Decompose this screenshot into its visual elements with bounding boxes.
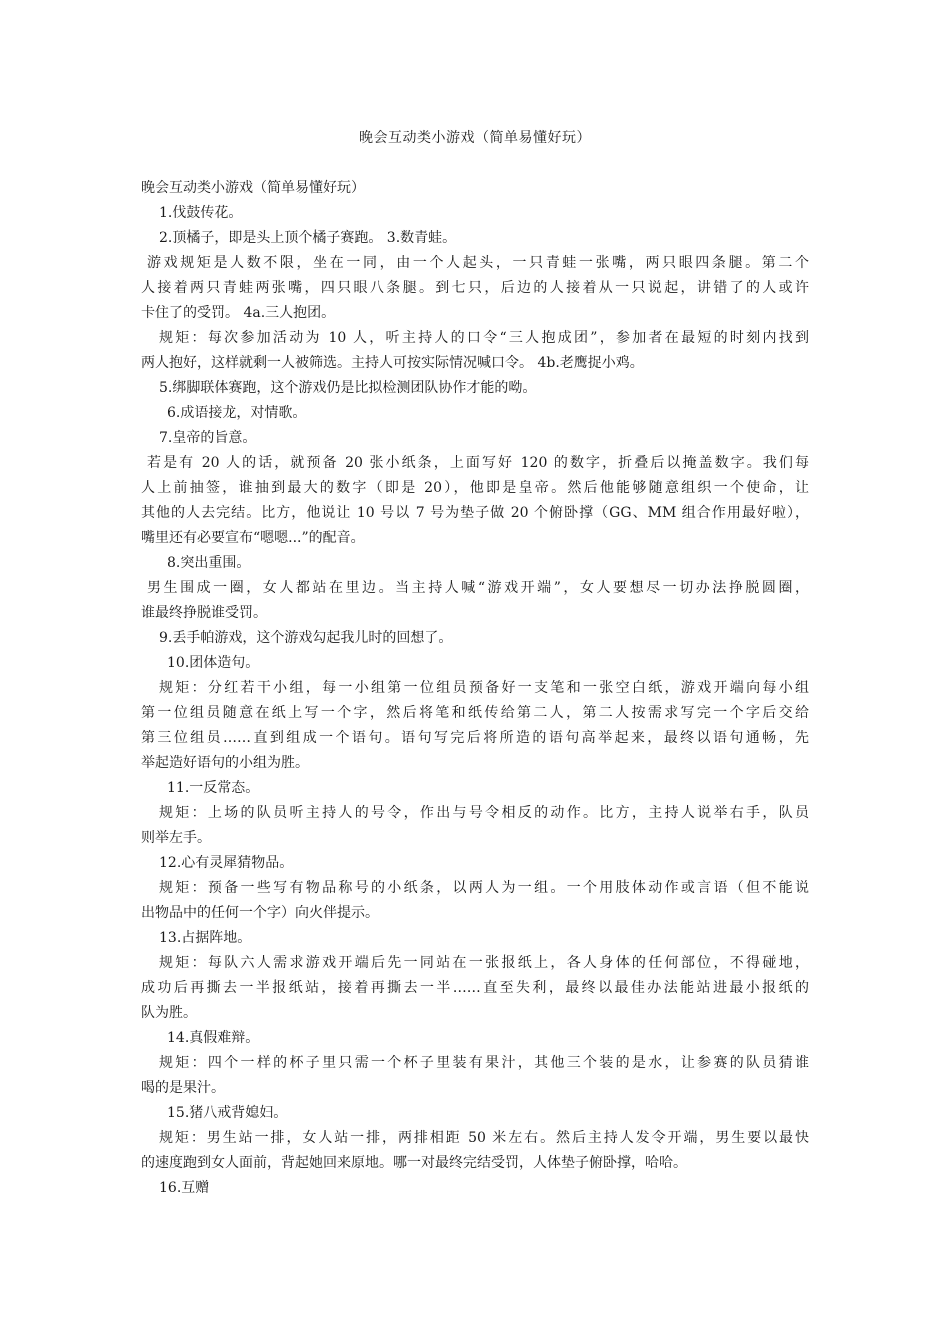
text-line: 男生围成一圈，女人都站在里边。当主持人喊“游戏开端”，女人要想尽一切办法挣脱圆圈，	[147, 580, 809, 596]
text-line: 其他的人去完结。比方，他说让 10 号以 7 号为垫子做 20 个俯卧撑（GG、MM 组合作用最好啦），	[141, 505, 809, 521]
text-line: 11.一反常态。	[167, 780, 260, 796]
text-line: 2.顶橘子，即是头上顶个橘子赛跑。 3.数青蛙。	[159, 230, 457, 246]
text-line: 嘴里还有必要宣布“嗯嗯...”的配音。	[141, 530, 365, 546]
text-line: 8.突出重围。	[167, 555, 251, 571]
text-line: 出物品中的任何一个字）向火伴提示。	[141, 905, 379, 921]
text-line: 队为胜。	[141, 1005, 197, 1021]
text-line: 规矩：男生站一排，女人站一排，两排相距 50 米左右。然后主持人发令开端，男生要以最快	[159, 1130, 809, 1146]
text-line: 喝的是果汁。	[141, 1080, 225, 1096]
text-line: 的速度跑到女人面前，背起她回来原地。哪一对最终完结受罚，人体垫子俯卧撑，哈哈。	[141, 1155, 687, 1171]
text-line: 14.真假难辩。	[167, 1030, 260, 1046]
text-line: 晚会互动类小游戏（简单易懂好玩）	[141, 180, 365, 196]
text-line: 7.皇帝的旨意。	[159, 430, 257, 446]
text-line: 规矩：每次参加活动为 10 人，听主持人的口令“三人抱成团”，参加者在最短的时刻内找到	[159, 330, 809, 346]
text-line: 举起造好语句的小组为胜。	[141, 755, 309, 771]
text-line: 人接着两只青蛙两张嘴，四只眼八条腿。到七只，后边的人接着从一只说起，讲错了的人或许	[141, 280, 809, 296]
text-line: 两人抱好，这样就剩一人被筛选。主持人可按实际情况喊口令。 4b.老鹰捉小鸡。	[141, 355, 644, 371]
text-line: 9.丢手帕游戏，这个游戏勾起我儿时的回想了。	[159, 630, 453, 646]
text-line: 卡住了的受罚。 4a.三人抱团。	[141, 305, 336, 321]
text-line: 谁最终挣脱谁受罚。	[141, 605, 267, 621]
text-line: 规矩：预备一些写有物品称号的小纸条，以两人为一组。一个用肢体动作或言语（但不能说	[159, 880, 809, 896]
text-line: 规矩：四个一样的杯子里只需一个杯子里装有果汁，其他三个装的是水，让参赛的队员猜谁	[159, 1055, 809, 1071]
text-line: 若是有 20 人的话，就预备 20 张小纸条，上面写好 120 的数字，折叠后以掩盖数字。我们每	[147, 455, 809, 471]
text-line: 15.猪八戒背媳妇。	[167, 1105, 288, 1121]
text-line: 第三位组员……直到组成一个语句。语句写完后将所造的语句高举起来，最终以语句通畅，先	[141, 730, 809, 746]
text-line: 6.成语接龙，对情歌。	[167, 405, 307, 421]
text-line: 10.团体造句。	[167, 655, 260, 671]
document-title: 晚会互动类小游戏（简单易懂好玩）	[359, 130, 591, 146]
text-line: 16.互赠	[159, 1180, 210, 1196]
text-line: 规矩：每队六人需求游戏开端后先一同站在一张报纸上，各人身体的任何部位，不得碰地，	[159, 955, 809, 971]
text-line: 规矩：分红若干小组，每一小组第一位组员预备好一支笔和一张空白纸，游戏开端向每小组	[159, 680, 809, 696]
text-line: 规矩：上场的队员听主持人的号令，作出与号令相反的动作。比方，主持人说举右手，队员	[159, 805, 809, 821]
text-line: 1.伐鼓传花。	[159, 205, 243, 221]
text-line: 游戏规矩是人数不限，坐在一同，由一个人起头，一只青蛙一张嘴，两只眼四条腿。第二个	[147, 255, 809, 271]
text-line: 12.心有灵犀猜物品。	[159, 855, 294, 871]
text-line: 13.占据阵地。	[159, 930, 252, 946]
text-line: 则举左手。	[141, 830, 211, 846]
text-line: 人上前抽签，谁抽到最大的数字（即是 20），他即是皇帝。然后他能够随意组织一个使命，让	[141, 480, 809, 496]
text-line: 成功后再撕去一半报纸站，接着再撕去一半……直至失利，最终以最佳办法能站进最小报纸的	[141, 980, 809, 996]
text-line: 5.绑脚联体赛跑，这个游戏仍是比拟检测团队协作才能的呦。	[159, 380, 537, 396]
document-body	[141, 176, 809, 1201]
text-line: 第一位组员随意在纸上写一个字，然后将笔和纸传给第二人，第二人按需求写完一个字后交给	[141, 705, 809, 721]
